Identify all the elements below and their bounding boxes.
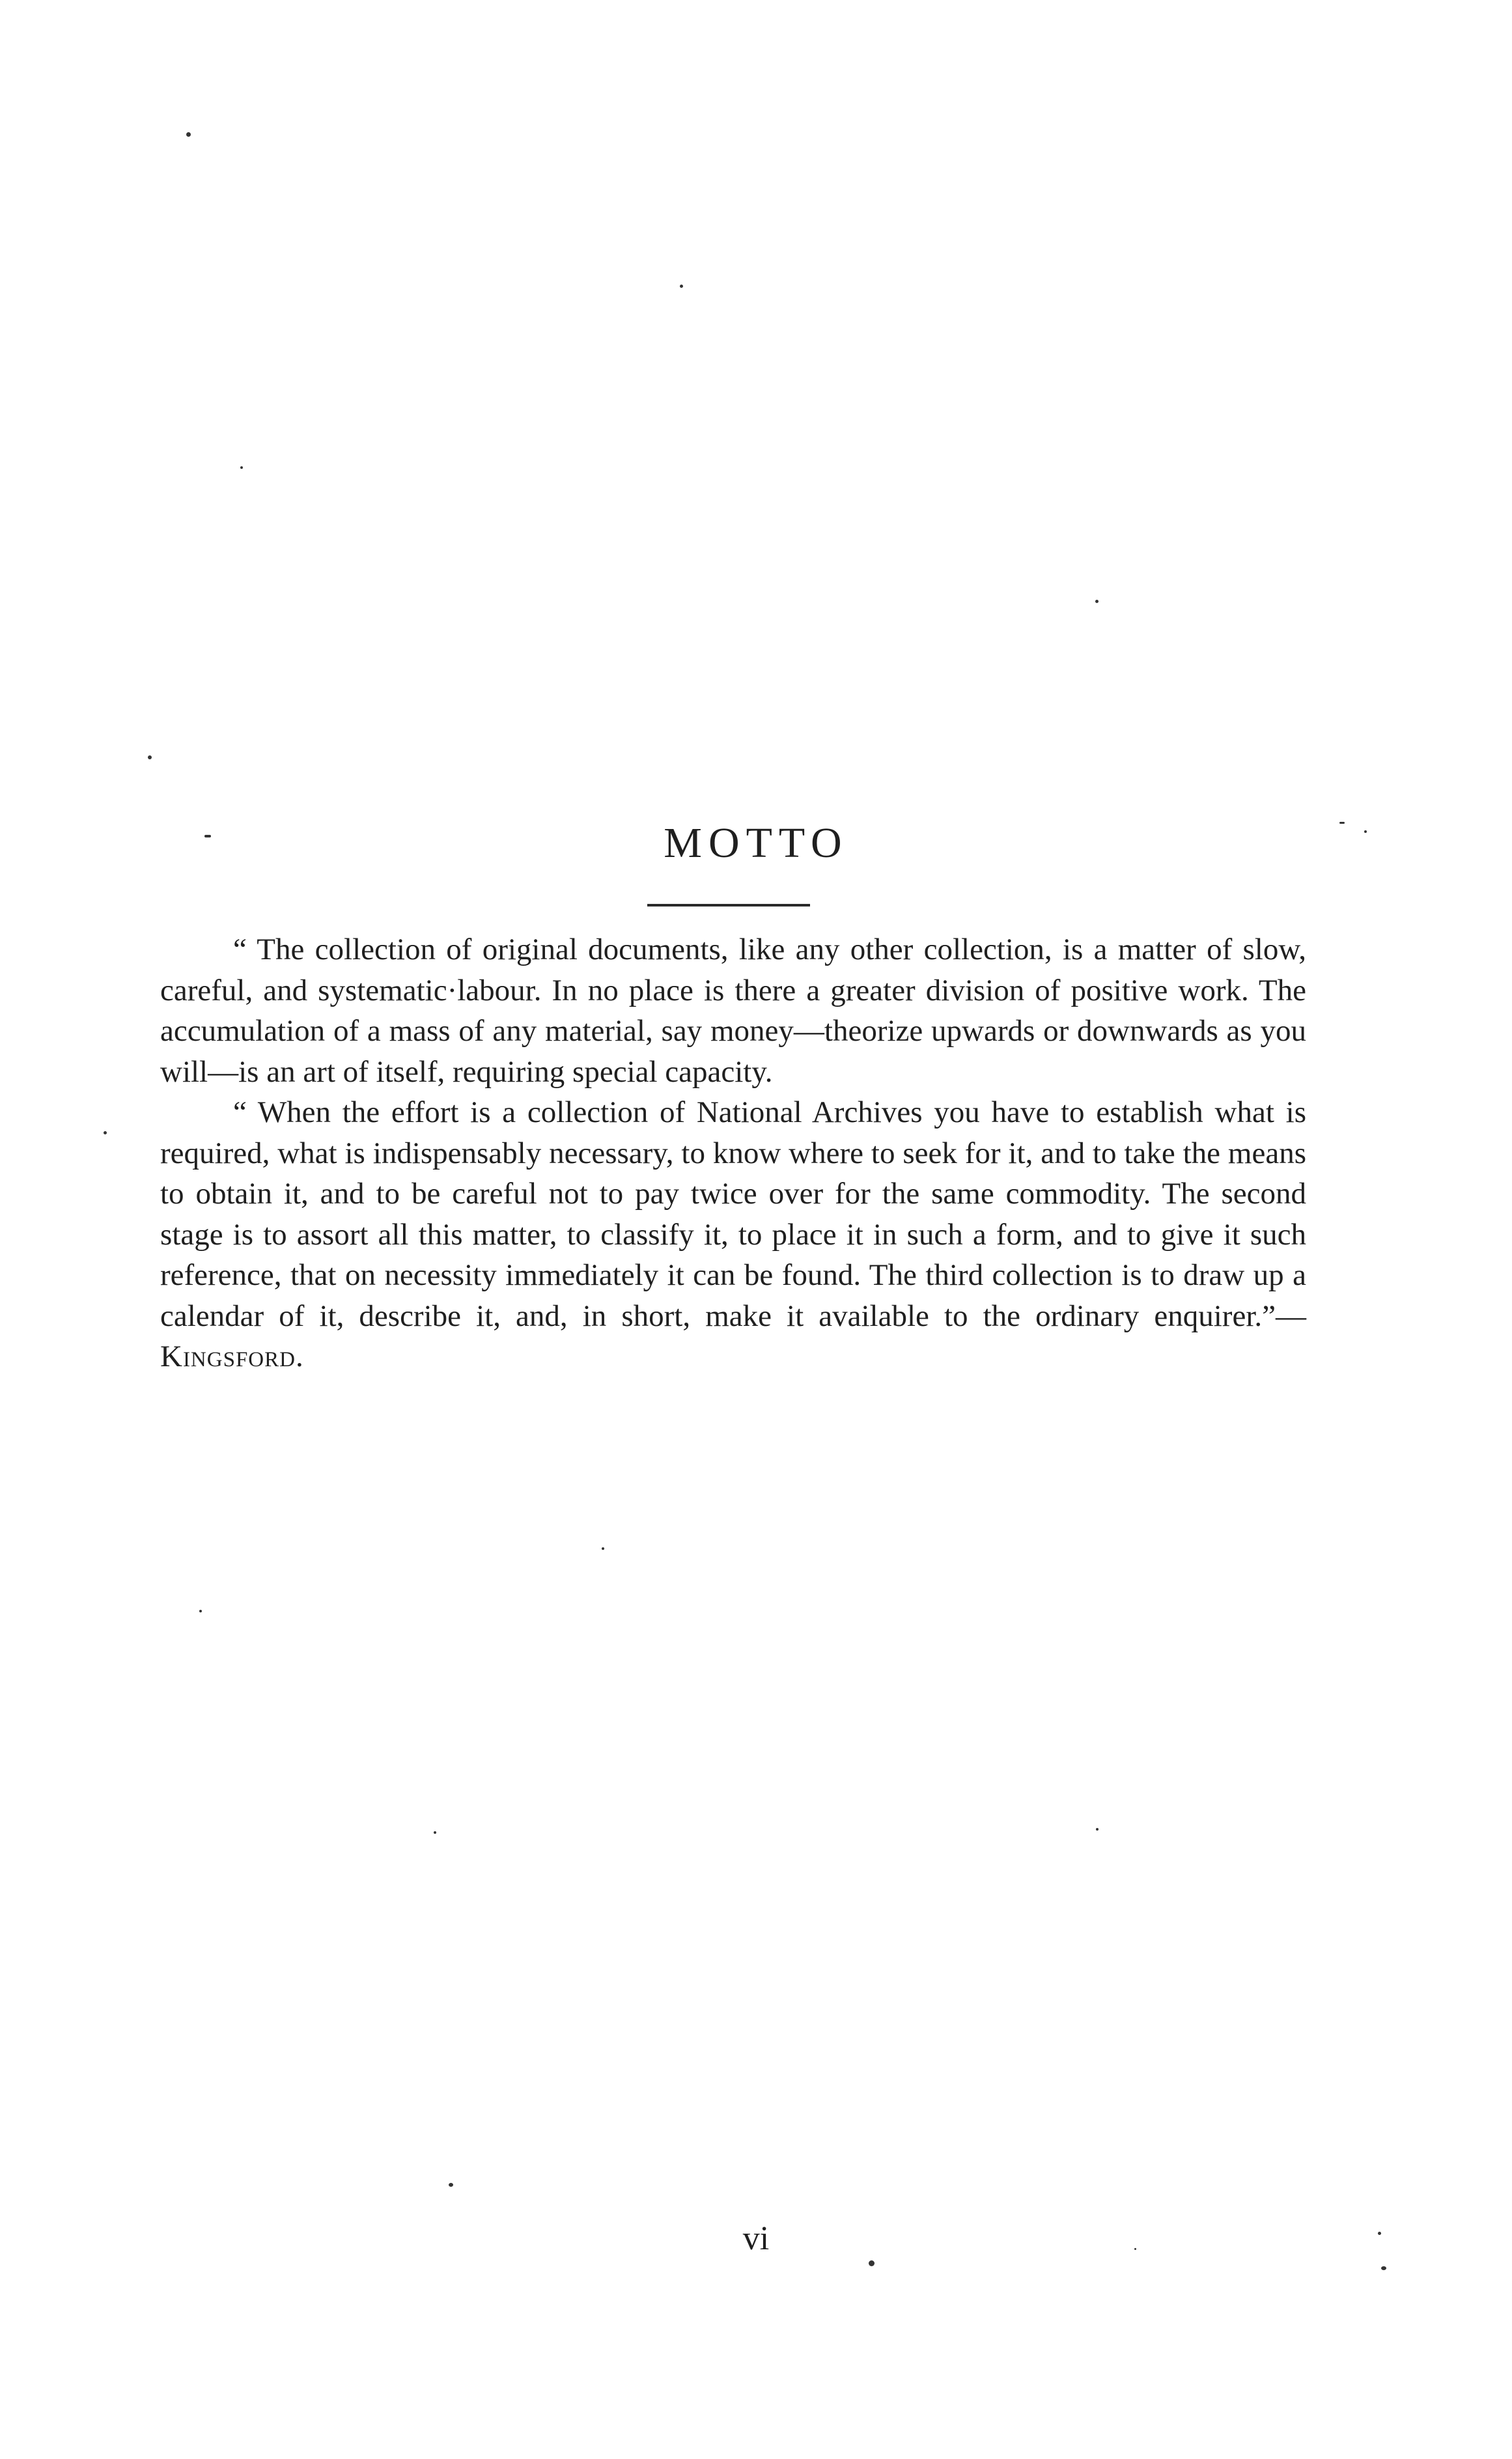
scan-speck [869, 2260, 875, 2266]
page-title: MOTTO [664, 819, 848, 867]
title-rule [647, 904, 810, 906]
scan-speck [1134, 2248, 1136, 2250]
scan-speck [449, 2183, 453, 2187]
scan-speck [1095, 600, 1099, 603]
page-number: vi [742, 2220, 770, 2257]
scan-speck [240, 466, 243, 469]
scan-speck [186, 132, 191, 137]
attribution: Kingsford. [160, 1340, 304, 1373]
scan-speck [1364, 830, 1367, 833]
motto-quotation [160, 929, 1306, 1377]
scan-speck [602, 1547, 604, 1550]
scan-speck [434, 1831, 436, 1834]
scan-speck [148, 755, 152, 759]
scan-speck [1381, 2266, 1386, 2270]
quotation-paragraph-2 [160, 1092, 1306, 1377]
scan-speck [199, 1610, 202, 1612]
scan-speck [680, 285, 683, 288]
scan-speck [1339, 822, 1345, 824]
scan-speck [204, 835, 211, 837]
scan-speck [104, 1131, 107, 1134]
quotation-paragraph-1 [160, 929, 1306, 1092]
scan-speck [1096, 1828, 1099, 1831]
paragraph-1-text: “ The collection of original documents, like any other collection, is a matter of slow, careful, and systematic·labour. In no place is there a greater division of positive work. The accumulation of a mass of any material, say money—theorize upwards or downwards as you will—is an art of itself, requiring special capacity. [160, 933, 1306, 1089]
scan-speck [1378, 2232, 1381, 2235]
paragraph-2-text: “ When the effort is a collection of National Archives you have to establish what is required, what is indispensably necessary, to know where to seek for it, and to take the means to obtain it, and to be careful not to pay twice over for the same commodity. The second stage is to assort all this matter, to classify it, to place it in such a form, and to give it such reference, that on necessity immediately it can be found. The third collection is to draw up a calendar of it, describe it, and, in short, make it available to the ordinary enquirer.”— [160, 1095, 1306, 1333]
